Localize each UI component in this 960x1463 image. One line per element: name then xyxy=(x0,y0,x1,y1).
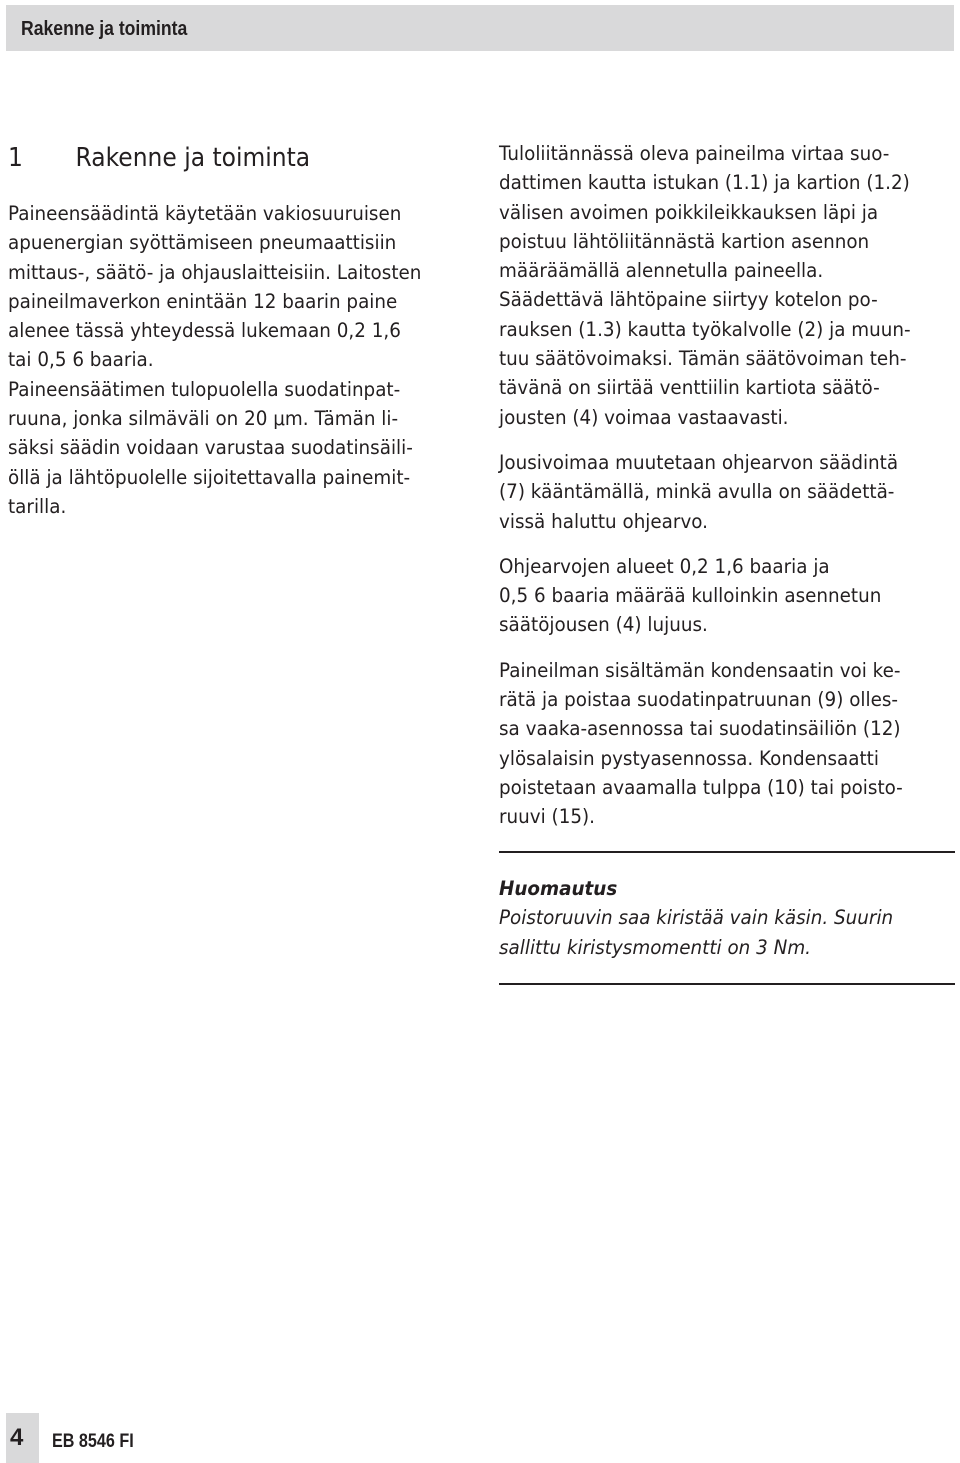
section-number: 1 xyxy=(8,143,23,173)
header-bar xyxy=(6,5,954,51)
note-body: Poistoruuvin saa kiristää vain käsin. Suurin sallittu kiristysmomentti on 3 Nm. xyxy=(499,906,894,959)
note-bottom-divider xyxy=(499,983,955,985)
note-title: Huomautus xyxy=(499,877,618,900)
right-paragraph-2: Jousivoimaa muutetaan ohjearvon säädintä (7) kääntämällä, minkä avulla on säädettä- vissä haluttu ohjearvo. xyxy=(499,450,899,533)
header-title: Rakenne ja toiminta xyxy=(21,18,188,40)
right-column xyxy=(499,139,936,832)
right-paragraph-3: Ohjearvojen alueet 0,2 1,6 baaria ja 0,5 6 baaria määrää kulloinkin asennetun säätöjousen (4) lujuus. xyxy=(499,554,882,637)
right-paragraph-1: Tuloliitännässä oleva paineilma virtaa suo- dattimen kautta istukan (1.1) ja kartion (1.2) välisen avoimen poikkileikkauksen läpi ja poistuu lähtöliitännästä kartion asennon määräämällä alennetulla paineella. Säädettävä lähtöpaine siirtyy kotelon po- rauksen (1.3) kautta työkalvolle (2) ja muun- tuu säätövoimaksi. Tämän säätövoiman teh- tävänä on siirtää venttiilin kartiota säätö- jousten (4) voimaa vastaavasti. xyxy=(499,142,911,429)
footer-document-id: EB 8546 FI xyxy=(52,1431,134,1452)
section-heading xyxy=(8,143,310,173)
note-box xyxy=(499,874,941,962)
left-paragraph-1: Paineensäädintä käytetään vakiosuuruisen apuenergian syöttämiseen pneumaattisiin mittaus-, säätö- ja ohjauslaitteisiin. Laitosten paineilmaverkon enintään 12 baarin paine alenee tässä yhteydessä lukemaan 0,2 1,6 tai 0,5 6 baaria. Paineensäätimen tulopuolella suodatinpat- ruuna, jonka silmäväli on 20 μm. Tämän li- säksi säädin voidaan varustaa suodatinsäili- öllä ja lähtöpuolelle sijoitettavalla painemit- tarilla. xyxy=(8,202,422,518)
footer-page-number: 4 xyxy=(10,1424,24,1451)
section-title: Rakenne ja toiminta xyxy=(75,143,311,173)
left-column xyxy=(8,199,440,521)
right-paragraph-4: Paineilman sisältämän kondensaatin voi ke- rätä ja poistaa suodatinpatruunan (9) olles- sa vaaka-asennossa tai suodatinsäiliön (12) ylösalaisin pystyasennossa. Kondensaatti poistetaan avaamalla tulppa (10) tai poisto- ruuvi (15). xyxy=(499,658,903,829)
note-top-divider xyxy=(499,851,955,853)
